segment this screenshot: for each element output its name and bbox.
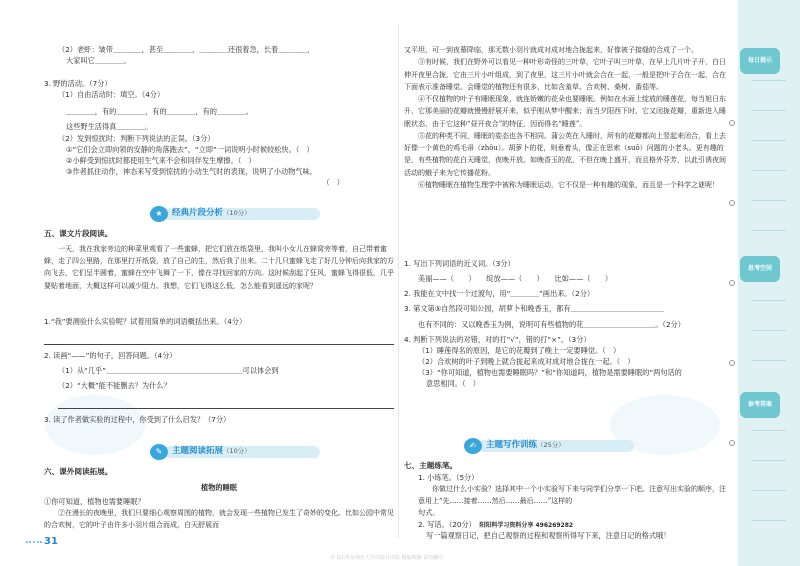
section-heading: 五、课文片段阅读。: [44, 229, 113, 238]
badge-points: （10分）: [223, 447, 251, 455]
question-text: 4. 判断下列说法的对错，对的打“√”，错的打“×”。（3分）: [404, 334, 591, 344]
question-text: 1. 小练笔。（5分）: [418, 472, 479, 482]
badge-points: （10分）: [223, 209, 251, 217]
text-line: 美丽——（ ） 绽放——（ ） 比如——（ ）: [418, 274, 613, 284]
passage-title: 植物的睡眠: [201, 482, 237, 492]
section-badge: [150, 206, 320, 222]
binder-hole: [729, 360, 735, 366]
passage-paragraph: ④不仅植物的叶子有睡眠现象，就连娇嫩的花朵也要睡眠。例如在水面上绽放的睡莲花，每当旭日东升，它那美丽的花瓣就慢慢舒展开来，似乎刚从梦中醒来；而当夕阳西下时，它又闭拢花瓣，重新进入睡眠状态，由于它这种“昼开夜合”的特征，因而得名“睡莲”。: [404, 95, 726, 128]
binder-hole: [729, 280, 735, 286]
passage-continued: [404, 44, 729, 191]
share-note: 阳阳料学习资料分享 496269282: [479, 521, 574, 529]
text-line: （2）合欢树的叶子到晚上就合拢起来成对成对地合拢在一起。（ ）: [418, 357, 635, 367]
question-text: 2. 写话。（20分）: [418, 519, 473, 529]
tab-thinking[interactable]: 思考空间: [740, 256, 780, 282]
text-line: （1）从“几乎”＿＿＿＿＿＿＿＿＿＿＿＿＿＿＿＿＿＿＿可以体会到: [58, 366, 279, 376]
section-6: [44, 466, 394, 532]
reading-passage: 一天，我在我家旁边的种菜里观看了一些蜜蜂，把它们放在纸袋里，我叫小女儿在蜂窝旁等着，自己带着蜜蜂，走了四公里路，在那里打开纸袋，放了自己的生，然后我了出来。二十几只蜜蜂飞走了好几分钟后向我家的方向飞去，它们呈半圆着，蜜蜂在空中飞舞了一下，像在寻找回家的方向。这时候刮起了狂风，蜜蜂飞得很低，几乎要贴着地面，大概这样可以减少阻力。我想，它们飞得这么低，怎么能看到遥远的家呢？: [44, 244, 394, 290]
book-icon: ✎: [150, 444, 168, 460]
section-heading: 六、课外阅读拓展。: [44, 467, 113, 476]
question-label: 3. 野的活动。（7分）: [44, 79, 112, 88]
badge-title: 经典片段分析: [172, 208, 224, 218]
notes-strip: [738, 0, 800, 566]
questions-6: [404, 258, 729, 390]
text-line: ②小鲜受到惊扰时都使用生气来不会和同伴发生摩擦。（ ）: [66, 155, 256, 165]
instruction-text: 你做过什么小实验？选择其中一个小实验写下来与同学们分享一下吧。注意写出实验的顺序，注意用上“先……接着……然后……最后……”这样的: [418, 484, 726, 506]
answer-line[interactable]: [58, 399, 394, 409]
passage-paragraph: 又平坦，可一到夜幕降临，那无数小羽片就成对成对地合拢起来，好像被子接缝的合成了一个。: [404, 46, 698, 54]
text-line: 这些野生活得真＿＿＿＿。: [66, 122, 153, 132]
question-3: [44, 78, 394, 188]
left-column: [44, 0, 394, 566]
answer-line[interactable]: [44, 335, 394, 345]
instruction-text: 写一篇观察日记，把自己观察的过程和观察所得写下来，注意日记的格式哦！: [426, 530, 671, 540]
question-5-2: [44, 350, 394, 413]
passage-paragraph: ⑥植物睡眠在植物生理学中被称为睡眠运动，它不仅是一种有趣的现象，而且是一个科学之谜呢！: [418, 180, 719, 189]
question-text: 3. 读了作者做实验的过程中，你受到了什么启发？（7分）: [44, 415, 231, 424]
footer-text: 本书由华东师范大学出版社出版 精编教辅 请勿翻印: [330, 555, 444, 561]
right-column: [404, 0, 729, 566]
badge-title: 主题写作训练: [486, 440, 538, 450]
passage-line: ①你可知道，植物也需要睡眠？: [44, 496, 145, 506]
binder-hole: [729, 120, 735, 126]
text-line: （2）“大概”能不能删去？为什么？: [58, 381, 171, 391]
text-line: （3）“你可知道，植物也需要睡眠吗？”和“你知道吗，植物是需要睡眠的”两句话的: [418, 368, 682, 378]
text-line: ＿＿＿＿，有的＿＿＿＿，有的＿＿＿＿，有的＿＿＿＿。: [66, 107, 253, 117]
section-badge: [150, 444, 320, 460]
text-line: ③作者抓住动作，神态来写受到惊扰的小动生气时的表现，说明了小动物气味。: [66, 167, 317, 177]
question-5-1: [44, 316, 394, 349]
text-line: （1）自由活动时：填空。（4分）: [58, 90, 165, 100]
column-divider: [398, 24, 399, 539]
tab-answers[interactable]: 参考答案: [740, 392, 780, 418]
question-text: 2. 我能在文中找一个过渡句，用“＿＿＿＿”画出来。（2分）: [404, 289, 595, 299]
tab-daily-tip[interactable]: 每日提示: [740, 48, 780, 74]
question-5-3: [44, 414, 394, 425]
section-5: [44, 228, 394, 292]
question-text: 1. 写出下列词语的近义词。（3分）: [404, 259, 515, 268]
instruction-text: 句式。: [418, 508, 440, 518]
question-2-2: [44, 44, 394, 66]
section-badge: [464, 438, 634, 454]
passage-paragraph: ⑤花的种类不同，睡眠的姿态也各不相同。蒲公英在入睡时，所有的花瓣都向上竖起来闭合，看上去好像一个黄色的鸡毛帚（zhǒu）。胡萝卜的花，则垂着头，像正在思索（suǒ）问题的小老头。更有趣的是，有些植物的花白天睡觉，夜晚开放。如晚香玉的花，不但在晚上盛开，而且格外芬芳，以此引诱夜间活动的蛾子来为它传播花粉。: [404, 131, 726, 177]
text-line: 也有不同的：又以晚香玉为例，说明可有些植物的花＿＿＿＿＿＿＿＿＿＿。（2分）: [418, 319, 685, 329]
question-text: 2. 读画“——”的句子，回答问题。（4分）: [44, 351, 177, 360]
binder-hole: [729, 440, 735, 446]
page-number: 31: [44, 536, 58, 547]
section-7: [404, 460, 729, 541]
pen-icon: ✍: [464, 438, 482, 454]
passage-paragraph: ③有时候，我们在野外可以看见一种叶形奇怪的三叶草，它叶子叫三叶草，在早上几片叶子开，白日伸开夜里合拢，它由三片小叶组成，到了夜里，这三片小叶就会合在一起，一般是把叶子合在一起，合在下面表示准备睡觉。会睡觉的植物还有很多，比如含羞草、合欢树、桑树、番茄等。: [404, 58, 726, 91]
section-heading: 七、主题练笔。: [404, 461, 458, 470]
star-icon: ★: [150, 206, 168, 222]
answer-paren: （ ）: [322, 178, 344, 188]
page-number-decoration: [26, 541, 42, 545]
badge-title: 主题阅读拓展: [172, 446, 224, 456]
question-text: 1.“我”要测验什么实验呢？试着用简单的词语概括出来。（4分）: [44, 317, 247, 326]
text-line: （2）老虾：皱带＿＿＿＿，甚至＿＿＿＿，＿＿＿＿还很着急，长着＿＿＿＿，: [58, 45, 315, 54]
text-line: 大家叫它＿＿＿＿。: [66, 56, 131, 66]
text-line: ①“它们会立即向领的安静的角落跑去”，“立即”一词说明小时候较松快。（ ）: [66, 144, 314, 154]
binder-hole: [729, 200, 735, 206]
passage-paragraph: ②在漫长的夜晚里，我们只要细心观察周围的植物，就会发现一些植物已发生了奇妙的变化。比如公园中常见的合欢树，它的叶子由许多小羽片组合而成，白天舒展而: [44, 509, 394, 530]
text-line: （2）发到惊扰时：判断下列说法的正误。（3分）: [58, 133, 215, 143]
badge-points: （25分）: [537, 441, 565, 449]
text-line: （1）睡莲得名的原因，是它的花瓣到了晚上一定要睡觉。（ ）: [418, 345, 621, 355]
question-text: 3. 第文第⑤自然段可知公园，胡萝卜和晚香玉，都有＿＿＿＿＿＿＿＿＿＿＿＿＿: [404, 304, 664, 314]
text-line: 意思相同。（ ）: [426, 379, 480, 389]
